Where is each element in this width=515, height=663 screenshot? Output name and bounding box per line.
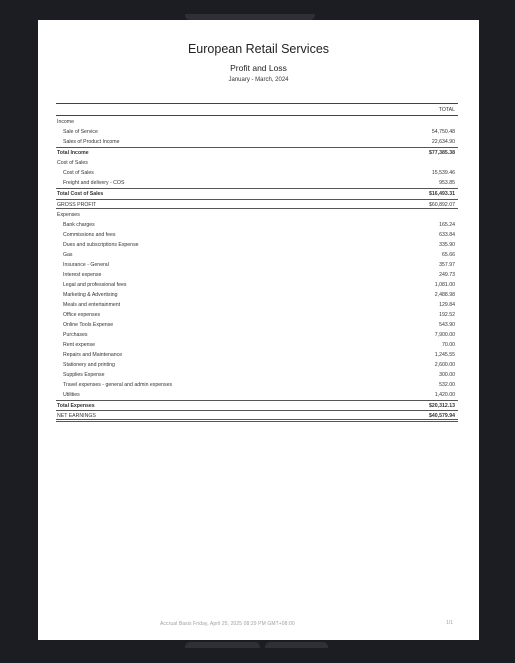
row-amount: 1,245.55 [434, 352, 455, 358]
table-row [56, 390, 458, 400]
window-bottom-edge-right [265, 642, 328, 648]
row-amount: 2,488.98 [434, 292, 455, 298]
section-label: Cost of Sales [57, 160, 88, 166]
table-row [56, 250, 458, 260]
gross-profit-label: GROSS PROFIT [57, 202, 97, 208]
table-row [56, 260, 458, 270]
total-label: Total Income [57, 150, 89, 156]
row-amount: 543.90 [439, 322, 455, 328]
net-earnings-row [56, 410, 458, 422]
row-amount: 7,900.00 [434, 332, 455, 338]
row-amount: 249.73 [439, 272, 455, 278]
net-earnings-amount: $40,579.94 [429, 413, 455, 419]
table-row [56, 320, 458, 330]
row-amount: 1,420.00 [434, 392, 455, 398]
footer-basis-timestamp: Accrual Basis Friday, April 25, 2025 08:29 PM GMT+08:00 [160, 621, 295, 627]
row-amount: 1,081.00 [434, 282, 455, 288]
row-amount: 953.85 [439, 180, 455, 186]
row-amount: 65.66 [442, 252, 455, 258]
row-label: Rent expense [63, 342, 96, 348]
row-label: Stationery and printing [63, 362, 115, 368]
row-label: Cost of Sales [63, 170, 94, 176]
section-cost-of-sales [56, 158, 458, 168]
row-label: Supplies Expense [63, 372, 105, 378]
total-income-row [56, 147, 458, 157]
total-label: Total Cost of Sales [57, 191, 104, 197]
total-label: Total Expenses [57, 403, 95, 409]
row-amount: 15,539.46 [431, 170, 455, 176]
gross-profit-amount: $60,892.07 [429, 202, 455, 208]
table-row [56, 240, 458, 250]
row-amount: 192.52 [439, 312, 455, 318]
column-header-total: TOTAL [56, 104, 458, 116]
section-label: Income [57, 119, 75, 125]
table-row [56, 127, 458, 137]
report-page [38, 20, 479, 640]
row-amount: 300.00 [439, 372, 455, 378]
table-row [56, 360, 458, 370]
total-cost-of-sales-row [56, 188, 458, 198]
table-row [56, 380, 458, 390]
row-label: Purchases [63, 332, 88, 338]
row-amount: 335.90 [439, 242, 455, 248]
table-row [56, 178, 458, 188]
row-amount: 70.00 [442, 342, 455, 348]
row-label: Utilities [63, 392, 80, 398]
table-row [56, 230, 458, 240]
table-row [56, 290, 458, 300]
table-row [56, 310, 458, 320]
row-label: Travel expenses - general and admin expenses [63, 382, 173, 388]
company-name: European Retail Services [187, 42, 330, 56]
table-row [56, 330, 458, 340]
row-label: Freight and delivery - COS [63, 180, 125, 186]
row-label: Meals and entertainment [63, 302, 121, 308]
row-label: Sale of Service [63, 129, 98, 135]
total-amount: $20,312.13 [429, 403, 455, 409]
profit-loss-table [56, 103, 458, 422]
row-amount: 165.24 [439, 222, 455, 228]
row-amount: 532.00 [439, 382, 455, 388]
report-title: Profit and Loss [230, 63, 287, 73]
total-amount: $77,385.38 [429, 150, 455, 156]
section-expenses [56, 210, 458, 220]
table-row [56, 370, 458, 380]
table-row [56, 137, 458, 147]
row-amount: 633.84 [439, 232, 455, 238]
total-expenses-row [56, 400, 458, 410]
table-row [56, 340, 458, 350]
row-amount: 357.97 [439, 262, 455, 268]
net-earnings-label: NET EARNINGS [57, 413, 96, 419]
row-label: Gas [63, 252, 73, 258]
row-label: Commissions and fees [63, 232, 116, 238]
table-row [56, 280, 458, 290]
row-label: Legal and professional fees [63, 282, 127, 288]
row-label: Dues and subscriptions Expense [63, 242, 139, 248]
row-amount: 54,750.48 [431, 129, 455, 135]
window-bottom-edge-left [185, 642, 260, 648]
row-amount: 129.84 [439, 302, 455, 308]
section-income [56, 117, 458, 127]
gross-profit-row [56, 199, 458, 209]
row-label: Marketing & Advertising [63, 292, 118, 298]
section-label: Expenses [57, 212, 80, 218]
table-row [56, 300, 458, 310]
row-amount: 2,600.00 [434, 362, 455, 368]
row-label: Insurance - General [63, 262, 109, 268]
report-period: January - March, 2024 [228, 77, 289, 83]
table-row [56, 220, 458, 230]
row-label: Bank charges [63, 222, 95, 228]
row-label: Repairs and Maintenance [63, 352, 123, 358]
table-row [56, 270, 458, 280]
row-label: Interest expense [63, 272, 102, 278]
table-row [56, 168, 458, 178]
footer-page-number: 1/1 [446, 620, 453, 626]
row-label: Online Tools Expense [63, 322, 114, 328]
table-row [56, 350, 458, 360]
row-label: Office expenses [63, 312, 101, 318]
row-amount: 22,634.90 [431, 139, 455, 145]
row-label: Sales of Product Income [63, 139, 120, 145]
total-amount: $16,493.31 [429, 191, 455, 197]
